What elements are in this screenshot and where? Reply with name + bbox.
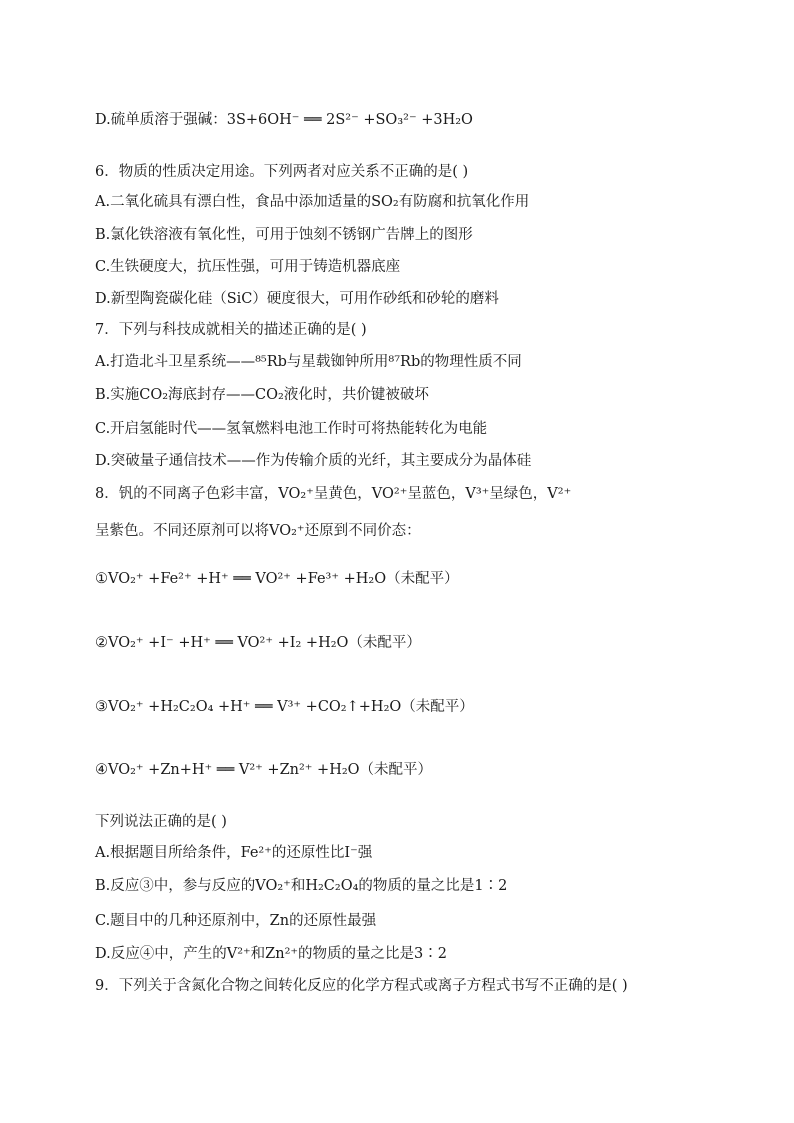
question-9-stem: 9．下列关于含氮化合物之间转化反应的化学方程式或离子方程式书写不正确的是( ) [95, 978, 628, 994]
question-8-option-b: B.反应③中，参与反应的VO₂⁺和H₂C₂O₄的物质的量之比是1∶2 [95, 878, 508, 894]
question-8-stem-cont: 呈紫色。不同还原剂可以将VO₂⁺还原到不同价态： [95, 523, 421, 539]
question-8-option-d: D.反应④中，产生的V²⁺和Zn²⁺的物质的量之比是3∶2 [95, 946, 447, 962]
question-7-option-c: C.开启氢能时代——氢氧燃料电池工作时可将热能转化为电能 [95, 421, 488, 437]
option-d-sulfur: D.硫单质溶于强碱：3S+6OH⁻ ══ 2S²⁻ +SO₃²⁻ +3H₂O [95, 112, 473, 128]
question-6-option-c: C.生铁硬度大，抗压性强，可用于铸造机器底座 [95, 259, 401, 275]
question-6-option-a: A.二氧化硫具有漂白性，食品中添加适量的SO₂有防腐和抗氧化作用 [95, 194, 530, 210]
reaction-3: ③VO₂⁺ +H₂C₂O₄ +H⁺ ══ V³⁺ +CO₂↑+H₂O（未配平） [95, 699, 474, 715]
question-6-stem: 6．物质的性质决定用途。下列两者对应关系不正确的是( ) [95, 164, 469, 180]
question-6-option-b: B.氯化铁溶液有氧化性，可用于蚀刻不锈钢广告牌上的图形 [95, 227, 473, 243]
question-7-option-b: B.实施CO₂海底封存——CO₂液化时，共价键被破坏 [95, 387, 429, 403]
question-7-option-a: A.打造北斗卫星系统——⁸⁵Rb与星载铷钟所用⁸⁷Rb的物理性质不同 [95, 354, 522, 370]
question-8-prompt: 下列说法正确的是( ) [95, 814, 227, 830]
question-6-option-d: D.新型陶瓷碳化硅（SiC）硬度很大，可用作砂纸和砂轮的磨料 [95, 291, 499, 307]
question-8-option-c: C.题目中的几种还原剂中，Zn的还原性最强 [95, 913, 377, 929]
question-8-option-a: A.根据题目所给条件，Fe²⁺的还原性比I⁻强 [95, 845, 373, 861]
question-7-stem: 7．下列与科技成就相关的描述正确的是( ) [95, 322, 367, 338]
question-8-stem: 8．钒的不同离子色彩丰富，VO₂⁺呈黄色，VO²⁺呈蓝色，V³⁺呈绿色，V²⁺ [95, 486, 572, 502]
question-7-option-d: D.突破量子通信技术——作为传输介质的光纤，其主要成分为晶体硅 [95, 453, 532, 469]
reaction-1: ①VO₂⁺ +Fe²⁺ +H⁺ ══ VO²⁺ +Fe³⁺ +H₂O（未配平） [95, 571, 459, 587]
reaction-2: ②VO₂⁺ +I⁻ +H⁺ ══ VO²⁺ +I₂ +H₂O（未配平） [95, 635, 421, 651]
reaction-4: ④VO₂⁺ +Zn+H⁺ ══ V²⁺ +Zn²⁺ +H₂O（未配平） [95, 762, 433, 778]
